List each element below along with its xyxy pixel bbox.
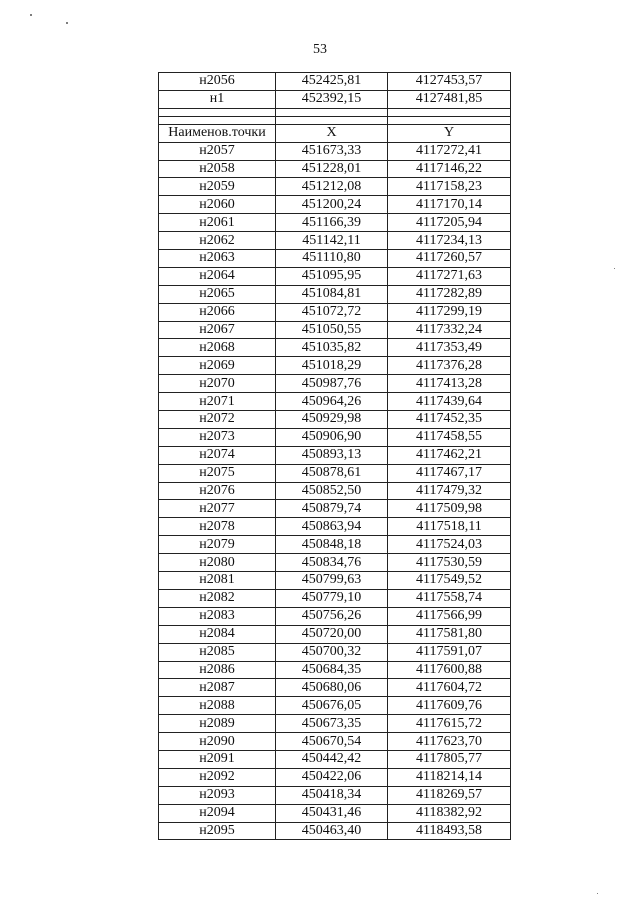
point-name-cell: н2056 (159, 73, 276, 91)
table-row (159, 804, 511, 822)
x-cell: 450879,74 (276, 500, 388, 518)
x-cell: 451035,82 (276, 339, 388, 357)
point-name-cell: н2088 (159, 697, 276, 715)
y-cell: 4117600,88 (388, 661, 511, 679)
y-cell: 4117271,63 (388, 267, 511, 285)
y-cell: 4117509,98 (388, 500, 511, 518)
x-cell: 451166,39 (276, 214, 388, 232)
y-cell: 4117566,99 (388, 607, 511, 625)
table-row (159, 428, 511, 446)
table-row (159, 715, 511, 733)
y-cell: 4117170,14 (388, 196, 511, 214)
y-cell: 4117353,49 (388, 339, 511, 357)
point-name-cell: н2061 (159, 214, 276, 232)
y-cell: 4117260,57 (388, 250, 511, 268)
table-row (159, 482, 511, 500)
table-row (159, 697, 511, 715)
x-cell: 451228,01 (276, 160, 388, 178)
x-cell: 450431,46 (276, 804, 388, 822)
point-name-cell: н2065 (159, 285, 276, 303)
table-row (159, 196, 511, 214)
x-cell: 450906,90 (276, 428, 388, 446)
point-name-cell: н2068 (159, 339, 276, 357)
x-cell: 450720,00 (276, 625, 388, 643)
point-name-cell: н2078 (159, 518, 276, 536)
point-name-cell: н2063 (159, 250, 276, 268)
x-cell: 450442,42 (276, 750, 388, 768)
x-cell: 450799,63 (276, 572, 388, 590)
table-row (159, 464, 511, 482)
table-row (159, 339, 511, 357)
point-name-cell: н2092 (159, 768, 276, 786)
y-cell: 4117234,13 (388, 232, 511, 250)
x-cell: 450964,26 (276, 393, 388, 411)
x-cell: 452392,15 (276, 90, 388, 108)
x-cell: 450834,76 (276, 554, 388, 572)
point-name-cell: н2084 (159, 625, 276, 643)
y-cell: 4117158,23 (388, 178, 511, 196)
point-name-cell: н2082 (159, 589, 276, 607)
y-cell: 4117413,28 (388, 375, 511, 393)
point-name-cell: н2083 (159, 607, 276, 625)
header-y: Y (388, 124, 511, 142)
x-cell: 451200,24 (276, 196, 388, 214)
y-cell: 4117623,70 (388, 733, 511, 751)
y-cell: 4127453,57 (388, 73, 511, 91)
x-cell: 450893,13 (276, 446, 388, 464)
y-cell: 4117376,28 (388, 357, 511, 375)
table-row (159, 214, 511, 232)
point-name-cell: н2074 (159, 446, 276, 464)
table-row (159, 518, 511, 536)
x-cell: 450684,35 (276, 661, 388, 679)
point-name-cell: н2058 (159, 160, 276, 178)
x-cell: 450676,05 (276, 697, 388, 715)
y-cell: 4117272,41 (388, 142, 511, 160)
x-cell: 450987,76 (276, 375, 388, 393)
point-name-cell: н2087 (159, 679, 276, 697)
y-cell: 4117609,76 (388, 697, 511, 715)
point-name-cell: н2073 (159, 428, 276, 446)
table-row (159, 375, 511, 393)
point-name-cell: н2057 (159, 142, 276, 160)
point-name-cell: н2086 (159, 661, 276, 679)
point-name-cell: н2080 (159, 554, 276, 572)
y-cell: 4117299,19 (388, 303, 511, 321)
table-row (159, 661, 511, 679)
point-name-cell: н2094 (159, 804, 276, 822)
y-cell: 4117518,11 (388, 518, 511, 536)
x-cell: 450878,61 (276, 464, 388, 482)
x-cell: 451084,81 (276, 285, 388, 303)
table-row (159, 536, 511, 554)
y-cell: 4117581,80 (388, 625, 511, 643)
y-cell: 4117805,77 (388, 750, 511, 768)
header-x: X (276, 124, 388, 142)
x-cell: 450463,40 (276, 822, 388, 840)
point-name-cell: н2072 (159, 411, 276, 429)
scan-speck (597, 893, 598, 894)
x-cell: 451095,95 (276, 267, 388, 285)
table-row (159, 733, 511, 751)
x-cell: 451212,08 (276, 178, 388, 196)
table-row (159, 285, 511, 303)
y-cell: 4127481,85 (388, 90, 511, 108)
y-cell: 4118382,92 (388, 804, 511, 822)
table-row (159, 750, 511, 768)
y-cell: 4117452,35 (388, 411, 511, 429)
y-cell: 4117467,17 (388, 464, 511, 482)
table-row (159, 768, 511, 786)
y-cell: 4117479,32 (388, 482, 511, 500)
point-name-cell: н2081 (159, 572, 276, 590)
x-cell: 450929,98 (276, 411, 388, 429)
table-row (159, 357, 511, 375)
table-row (159, 822, 511, 840)
point-name-cell: н2077 (159, 500, 276, 518)
table-row (159, 589, 511, 607)
y-cell: 4118269,57 (388, 786, 511, 804)
table-row (159, 160, 511, 178)
point-name-cell: н2071 (159, 393, 276, 411)
x-cell: 451072,72 (276, 303, 388, 321)
table-row (159, 679, 511, 697)
point-name-cell: н2079 (159, 536, 276, 554)
x-cell: 451142,11 (276, 232, 388, 250)
x-cell: 452425,81 (276, 73, 388, 91)
table-row (159, 554, 511, 572)
point-name-cell: н2069 (159, 357, 276, 375)
point-name-cell: н2089 (159, 715, 276, 733)
point-name-cell: н2091 (159, 750, 276, 768)
y-cell: 4117439,64 (388, 393, 511, 411)
table-row (159, 232, 511, 250)
x-cell: 451673,33 (276, 142, 388, 160)
y-cell: 4117549,52 (388, 572, 511, 590)
y-cell: 4117332,24 (388, 321, 511, 339)
y-cell: 4117458,55 (388, 428, 511, 446)
table-row (159, 500, 511, 518)
y-cell: 4117282,89 (388, 285, 511, 303)
table-row (159, 572, 511, 590)
table-row (159, 73, 511, 91)
x-cell: 450852,50 (276, 482, 388, 500)
y-cell: 4117146,22 (388, 160, 511, 178)
table-row (159, 178, 511, 196)
x-cell: 450779,10 (276, 589, 388, 607)
y-cell: 4117615,72 (388, 715, 511, 733)
blank-row (159, 116, 511, 124)
table-row (159, 446, 511, 464)
y-cell: 4117558,74 (388, 589, 511, 607)
x-cell: 450422,06 (276, 768, 388, 786)
y-cell: 4117604,72 (388, 679, 511, 697)
y-cell: 4117205,94 (388, 214, 511, 232)
table-row (159, 393, 511, 411)
y-cell: 4117524,03 (388, 536, 511, 554)
table-row (159, 607, 511, 625)
point-name-cell: н2066 (159, 303, 276, 321)
point-name-cell: н2059 (159, 178, 276, 196)
page-number: 53 (313, 42, 327, 57)
x-cell: 450680,06 (276, 679, 388, 697)
point-name-cell: н2076 (159, 482, 276, 500)
x-cell: 450700,32 (276, 643, 388, 661)
x-cell: 451050,55 (276, 321, 388, 339)
point-name-cell: н2060 (159, 196, 276, 214)
point-name-cell: н2070 (159, 375, 276, 393)
scan-speck (66, 22, 68, 24)
coordinates-table (158, 72, 511, 840)
header-row (159, 124, 511, 142)
table-row (159, 303, 511, 321)
y-cell: 4117530,59 (388, 554, 511, 572)
table-row (159, 250, 511, 268)
y-cell: 4118493,58 (388, 822, 511, 840)
point-name-cell: н2093 (159, 786, 276, 804)
table-row (159, 267, 511, 285)
x-cell: 450848,18 (276, 536, 388, 554)
table-row (159, 643, 511, 661)
x-cell: 450863,94 (276, 518, 388, 536)
table-row (159, 142, 511, 160)
point-name-cell: н2095 (159, 822, 276, 840)
x-cell: 450756,26 (276, 607, 388, 625)
table-row (159, 786, 511, 804)
x-cell: 450673,35 (276, 715, 388, 733)
point-name-cell: н2075 (159, 464, 276, 482)
point-name-cell: н2067 (159, 321, 276, 339)
table-row (159, 321, 511, 339)
scan-speck (30, 14, 32, 16)
x-cell: 451110,80 (276, 250, 388, 268)
point-name-cell: н2062 (159, 232, 276, 250)
y-cell: 4118214,14 (388, 768, 511, 786)
point-name-cell: н1 (159, 90, 276, 108)
header-point-name: Наименов.точки (159, 124, 276, 142)
point-name-cell: н2085 (159, 643, 276, 661)
x-cell: 451018,29 (276, 357, 388, 375)
x-cell: 450418,34 (276, 786, 388, 804)
point-name-cell: н2064 (159, 267, 276, 285)
y-cell: 4117591,07 (388, 643, 511, 661)
table-row (159, 90, 511, 108)
table-row (159, 625, 511, 643)
y-cell: 4117462,21 (388, 446, 511, 464)
x-cell: 450670,54 (276, 733, 388, 751)
point-name-cell: н2090 (159, 733, 276, 751)
table-row (159, 411, 511, 429)
scan-speck (614, 268, 615, 269)
blank-row (159, 108, 511, 116)
